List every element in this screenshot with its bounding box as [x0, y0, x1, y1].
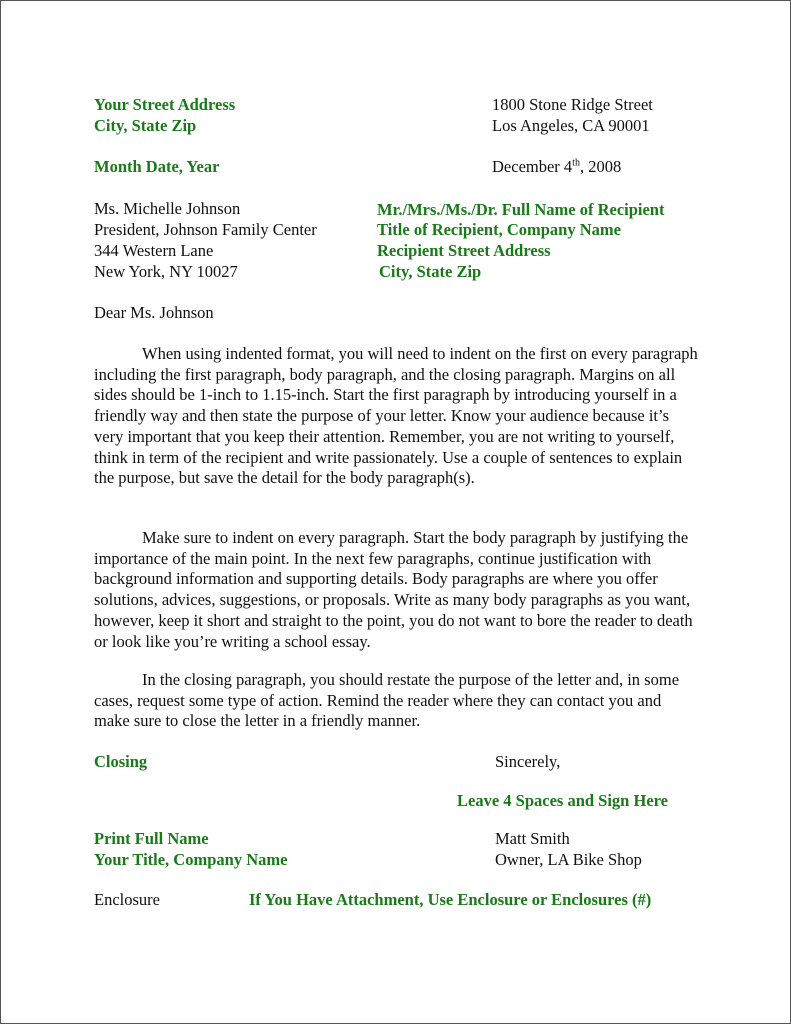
template-recipient-title: Title of Recipient, Company Name — [377, 220, 621, 239]
date-year: , 2008 — [579, 157, 622, 176]
body-paragraph-1 — [94, 344, 698, 489]
template-sign-here: Leave 4 Spaces and Sign Here — [457, 791, 668, 810]
template-enclosure: If You Have Attachment, Use Enclosure or Enclosures (#) — [249, 890, 652, 909]
sender-street: 1800 Stone Ridge Street — [492, 95, 653, 114]
salutation: Dear Ms. Johnson — [94, 303, 214, 322]
signer-name: Matt Smith — [495, 829, 570, 848]
body-paragraph-2 — [94, 528, 698, 652]
template-recipient-name: Mr./Mrs./Ms./Dr. Full Name of Recipient — [377, 200, 665, 219]
recipient-title: President, Johnson Family Center — [94, 220, 317, 239]
paragraph-text: In the closing paragraph, you should restate the purpose of the letter and, in some cases, request some type of action. Remind the reader where they can contact you and make sure to close the letter in a friendly manner. — [94, 670, 680, 731]
template-closing: Closing — [94, 752, 148, 771]
template-signer-title: Your Title, Company Name — [94, 850, 288, 869]
template-sender-street: Your Street Address — [94, 95, 236, 114]
template-sender-city: City, State Zip — [94, 116, 197, 135]
signer-title: Owner, LA Bike Shop — [495, 850, 642, 869]
template-recipient-street: Recipient Street Address — [377, 241, 551, 260]
body-paragraph-3 — [94, 670, 698, 732]
paragraph-text: When using indented format, you will need to indent on the first on every paragraph including the first paragraph, body paragraph, and the closing paragraph. Margins on all sides should be 1-inch to 1.15-inch. Start the first paragraph by introducing yourself in a friendly way and then state the purpose of your letter. Know your audience because it’s very important that you keep their attention. Remember, you are not writing to yourself, think in term of the recipient and write passionately. Use a couple of sentences to explain the purpose, but save the detail for the body paragraph(s). — [94, 344, 698, 488]
letter-date — [492, 156, 621, 177]
sender-city: Los Angeles, CA 90001 — [492, 116, 650, 135]
template-recipient-city: City, State Zip — [379, 262, 482, 281]
paragraph-text: Make sure to indent on every paragraph. Start the body paragraph by justifying the importance of the main point. In the next few paragraphs, continue justification with background information and supporting details. Body paragraphs are where you offer solutions, advices, suggestions, or proposals. Write as many body paragraphs as you want, however, keep it short and straight to the point, you do not want to bore the reader to death or look like you’re writing a school essay. — [94, 528, 693, 651]
enclosure-value: Enclosure — [94, 890, 160, 909]
date-month-day: December 4 — [492, 157, 573, 176]
date-ordinal: th — [572, 157, 580, 169]
recipient-street: 344 Western Lane — [94, 241, 214, 260]
closing-value: Sincerely, — [495, 752, 561, 771]
template-print-name: Print Full Name — [94, 829, 209, 848]
template-date: Month Date, Year — [94, 157, 220, 176]
recipient-city: New York, NY 10027 — [94, 262, 238, 281]
recipient-name: Ms. Michelle Johnson — [94, 199, 241, 218]
